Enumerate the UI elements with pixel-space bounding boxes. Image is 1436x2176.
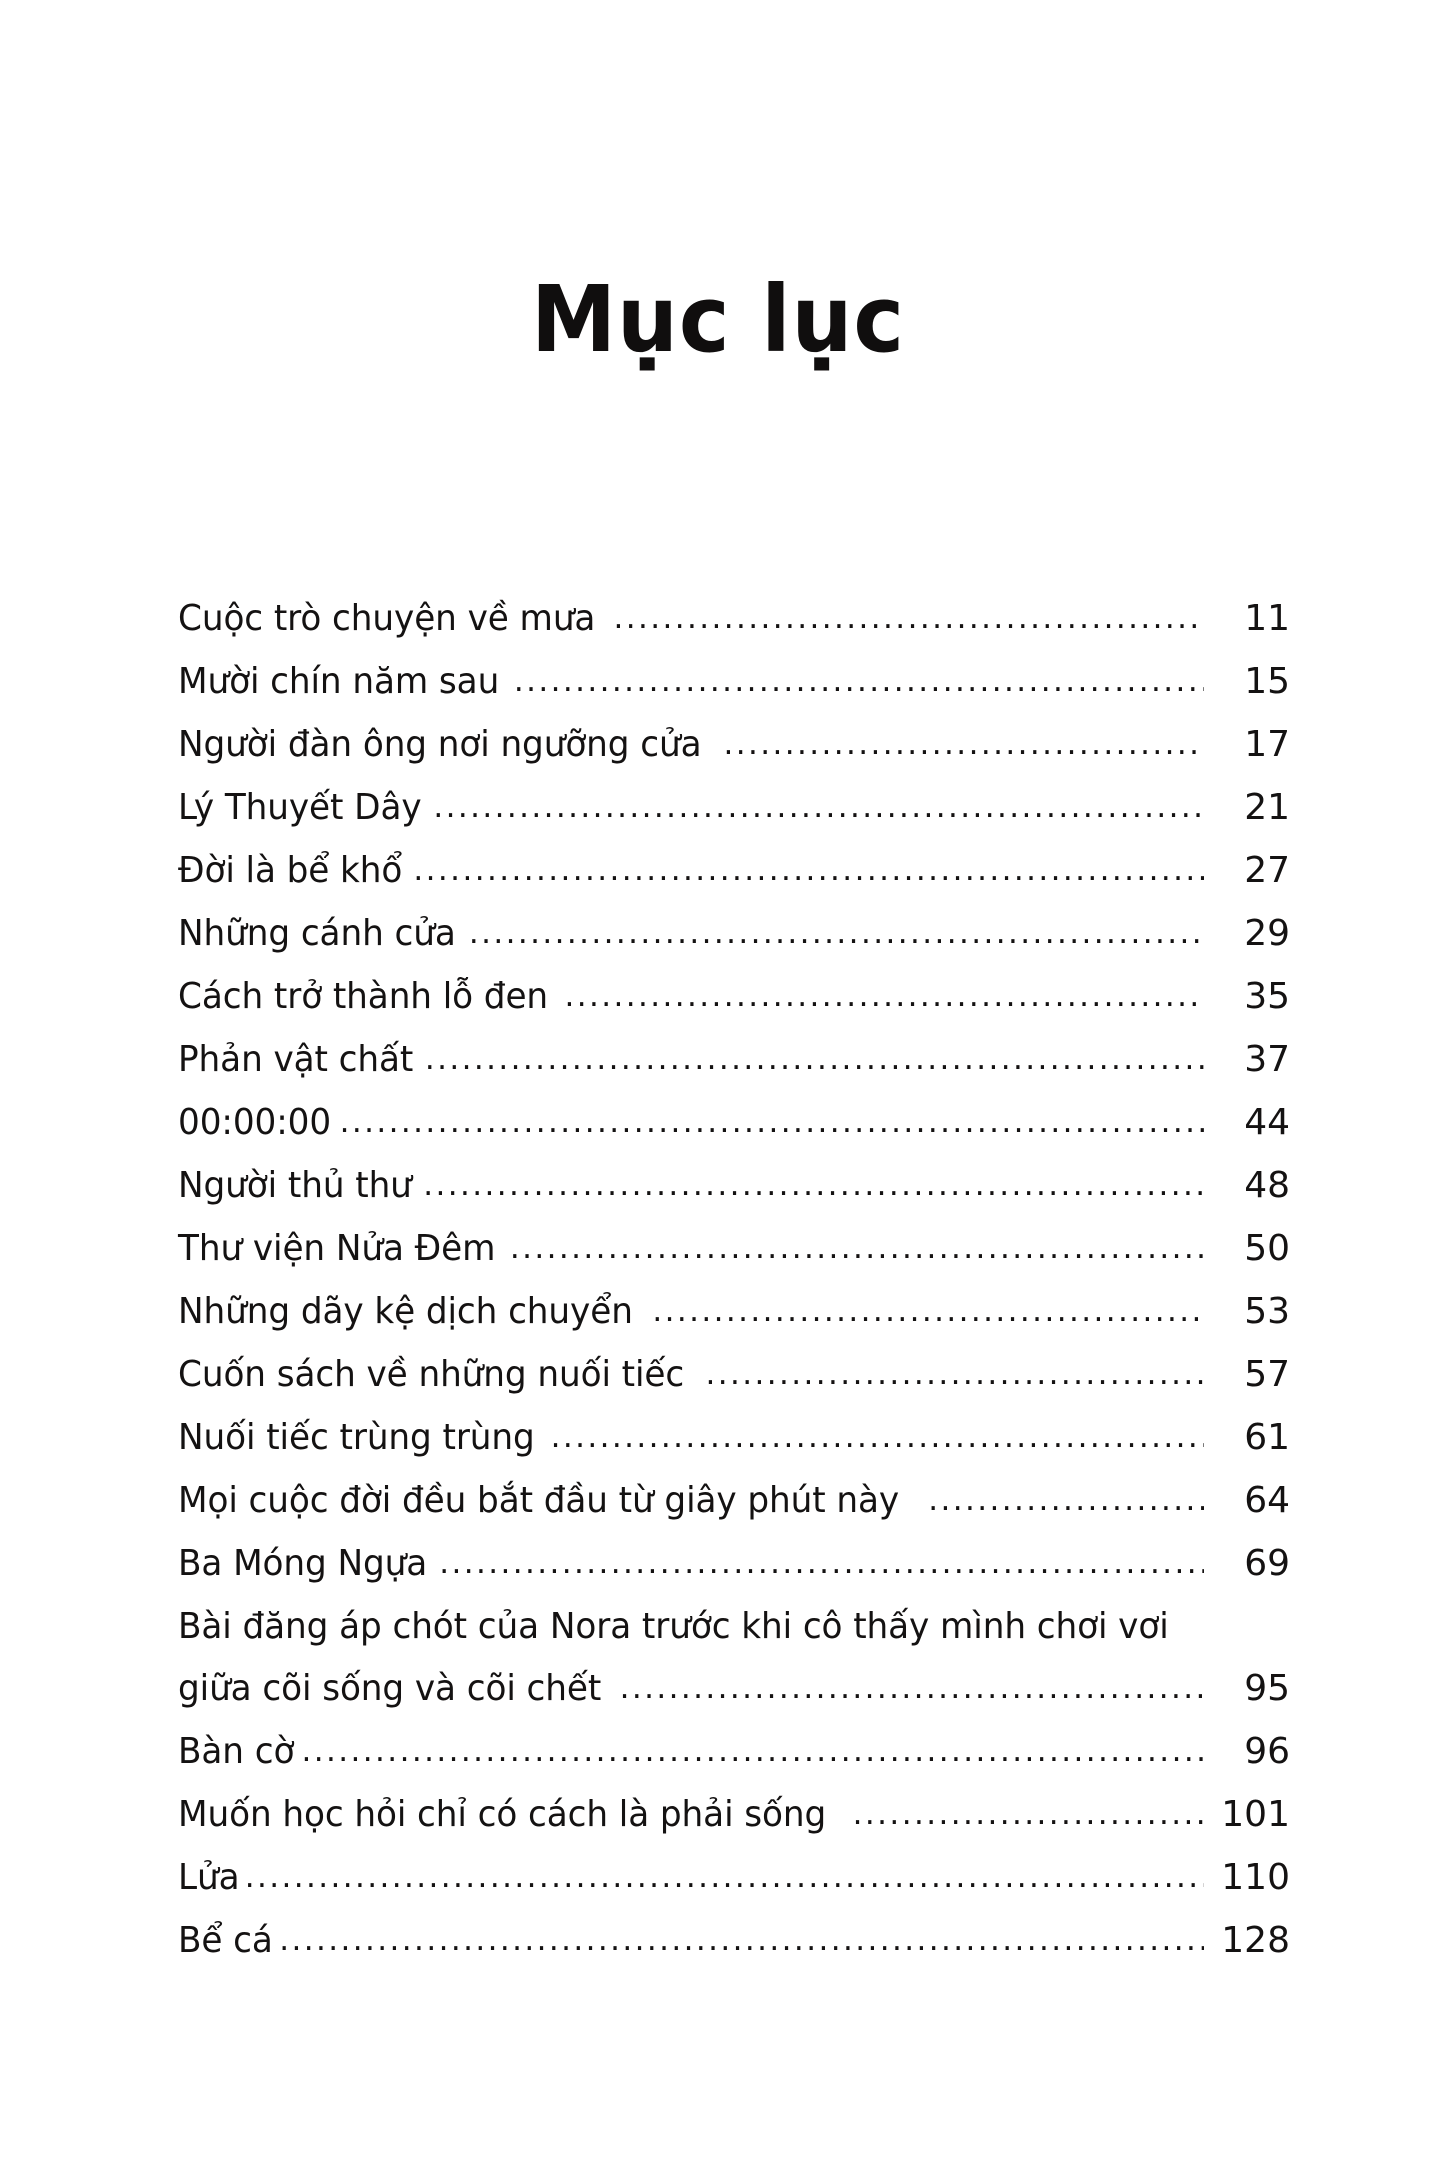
toc-entry[interactable] xyxy=(178,1543,1290,1585)
toc-entry[interactable] xyxy=(178,1794,1290,1836)
toc-leader-dots xyxy=(510,1230,1204,1267)
toc-entry[interactable] xyxy=(178,976,1290,1018)
toc-row xyxy=(178,1606,1290,1648)
toc-leader-dots xyxy=(564,978,1204,1015)
toc-leader-dots xyxy=(302,1733,1204,1770)
toc-entry-label: Người đàn ông nơi ngưỡng cửa xyxy=(178,723,702,765)
toc-page-number: 27 xyxy=(1244,849,1290,891)
toc-row xyxy=(178,724,1290,766)
toc-page-number: 15 xyxy=(1244,660,1290,702)
toc-leader-dots xyxy=(551,1419,1204,1456)
toc-entry[interactable] xyxy=(178,1606,1290,1711)
toc-entry-label: Ba Móng Ngựa xyxy=(178,1542,428,1584)
toc-entry-label: Phản vật chất xyxy=(178,1038,414,1080)
toc-page-number: 53 xyxy=(1244,1290,1290,1332)
toc-row xyxy=(178,1731,1290,1773)
toc-row xyxy=(178,1165,1290,1207)
toc-row xyxy=(178,1857,1290,1899)
toc-page-number: 128 xyxy=(1221,1919,1290,1961)
toc-page-number: 96 xyxy=(1244,1730,1290,1772)
toc-leader-dots xyxy=(340,1104,1204,1141)
toc-row xyxy=(178,913,1290,955)
toc-row xyxy=(178,1228,1290,1270)
toc-row xyxy=(178,1480,1290,1522)
toc-entry-label: Những dãy kệ dịch chuyển xyxy=(178,1290,633,1332)
toc-entry[interactable] xyxy=(178,850,1290,892)
toc-entry-label: Thư viện Nửa Đêm xyxy=(178,1227,496,1269)
toc-entry[interactable] xyxy=(178,1228,1290,1270)
toc-page-number: 101 xyxy=(1221,1793,1290,1835)
toc-page-number: 50 xyxy=(1244,1227,1290,1269)
toc-page-number: 64 xyxy=(1244,1479,1290,1521)
toc-page-number: 57 xyxy=(1244,1353,1290,1395)
toc-leader-dots xyxy=(652,1293,1204,1330)
toc-page-number: 61 xyxy=(1244,1416,1290,1458)
toc-entry[interactable] xyxy=(178,1417,1290,1459)
toc-entry-label: Cách trở thành lỗ đen xyxy=(178,975,549,1017)
toc-leader-dots xyxy=(245,1859,1204,1896)
toc-entry[interactable] xyxy=(178,1039,1290,1081)
toc-leader-dots xyxy=(279,1922,1204,1959)
toc-entry-label: Đời là bể khổ xyxy=(178,849,403,891)
toc-entry[interactable] xyxy=(178,1102,1290,1144)
toc-row xyxy=(178,1920,1290,1962)
toc-entry-label: Cuốn sách về những nuối tiếc xyxy=(178,1353,685,1395)
toc-page-number: 11 xyxy=(1244,598,1290,639)
toc-entry-label: Mọi cuộc đời đều bắt đầu từ giây phút này xyxy=(178,1479,900,1521)
toc-row xyxy=(178,1543,1290,1585)
toc-entry-label: Bài đăng áp chót của Nora trước khi cô thấy mình chơi vơi xyxy=(178,1605,1169,1647)
toc-leader-dots xyxy=(413,852,1204,889)
toc-page-number: 29 xyxy=(1244,912,1290,954)
toc-entry[interactable] xyxy=(178,787,1290,829)
page-title: Mục lục xyxy=(530,266,906,373)
toc-leader-dots xyxy=(425,1041,1204,1078)
toc-entry-label: 00:00:00 xyxy=(178,1101,332,1143)
toc-entry-label: Bàn cờ xyxy=(178,1730,295,1772)
toc-list xyxy=(178,598,1290,1983)
toc-entry[interactable] xyxy=(178,1480,1290,1522)
toc-row xyxy=(178,1668,1290,1710)
toc-entry-label: Những cánh cửa xyxy=(178,912,456,954)
toc-page-number: 21 xyxy=(1244,786,1290,828)
toc-entry[interactable] xyxy=(178,1857,1290,1899)
toc-entry-label: Mười chín năm sau xyxy=(178,660,500,702)
toc-leader-dots xyxy=(439,1545,1204,1582)
toc-leader-dots xyxy=(853,1796,1204,1833)
toc-leader-dots xyxy=(928,1482,1204,1519)
toc-row xyxy=(178,787,1290,829)
toc-page-number: 95 xyxy=(1244,1667,1290,1709)
toc-entry[interactable] xyxy=(178,661,1290,703)
toc-leader-dots xyxy=(620,1670,1204,1707)
toc-row xyxy=(178,976,1290,1018)
toc-row xyxy=(178,661,1290,703)
toc-entry-label: Lý Thuyết Dây xyxy=(178,786,422,828)
toc-row xyxy=(178,1354,1290,1396)
toc-entry[interactable] xyxy=(178,1354,1290,1396)
toc-page-number: 110 xyxy=(1221,1856,1290,1898)
toc-entry[interactable] xyxy=(178,1291,1290,1333)
toc-page-number: 48 xyxy=(1244,1164,1290,1206)
toc-entry[interactable] xyxy=(178,1165,1290,1207)
toc-row xyxy=(178,1039,1290,1081)
toc-leader-dots xyxy=(723,726,1204,763)
toc-entry[interactable] xyxy=(178,598,1290,640)
toc-entry[interactable] xyxy=(178,1920,1290,1962)
toc-row xyxy=(178,1102,1290,1144)
toc-leader-dots xyxy=(613,600,1204,637)
toc-entry-label: giữa cõi sống và cõi chết xyxy=(178,1667,602,1709)
toc-leader-dots xyxy=(514,663,1204,700)
toc-page-number: 44 xyxy=(1244,1101,1290,1143)
toc-row xyxy=(178,1291,1290,1333)
toc-leader-dots xyxy=(423,1167,1204,1204)
toc-entry[interactable] xyxy=(178,724,1290,766)
toc-page-number: 17 xyxy=(1244,723,1290,765)
toc-page-number: 69 xyxy=(1244,1542,1290,1584)
toc-entry-label: Muốn học hỏi chỉ có cách là phải sống xyxy=(178,1793,827,1835)
toc-row xyxy=(178,850,1290,892)
toc-entry-label: Người thủ thư xyxy=(178,1164,412,1206)
toc-entry-label: Cuộc trò chuyện về mưa xyxy=(178,598,596,639)
toc-leader-dots xyxy=(433,789,1204,826)
toc-leader-dots xyxy=(469,915,1204,952)
toc-row xyxy=(178,598,1290,640)
toc-entry-label: Lửa xyxy=(178,1856,240,1898)
toc-page-number: 37 xyxy=(1244,1038,1290,1080)
toc-entry[interactable] xyxy=(178,1731,1290,1773)
toc-row xyxy=(178,1794,1290,1836)
toc-entry-label: Bể cá xyxy=(178,1919,273,1961)
toc-entry[interactable] xyxy=(178,913,1290,955)
toc-row xyxy=(178,1417,1290,1459)
toc-page-number: 35 xyxy=(1244,975,1290,1017)
toc-entry-label: Nuối tiếc trùng trùng xyxy=(178,1416,535,1458)
toc-leader-dots xyxy=(706,1356,1204,1393)
